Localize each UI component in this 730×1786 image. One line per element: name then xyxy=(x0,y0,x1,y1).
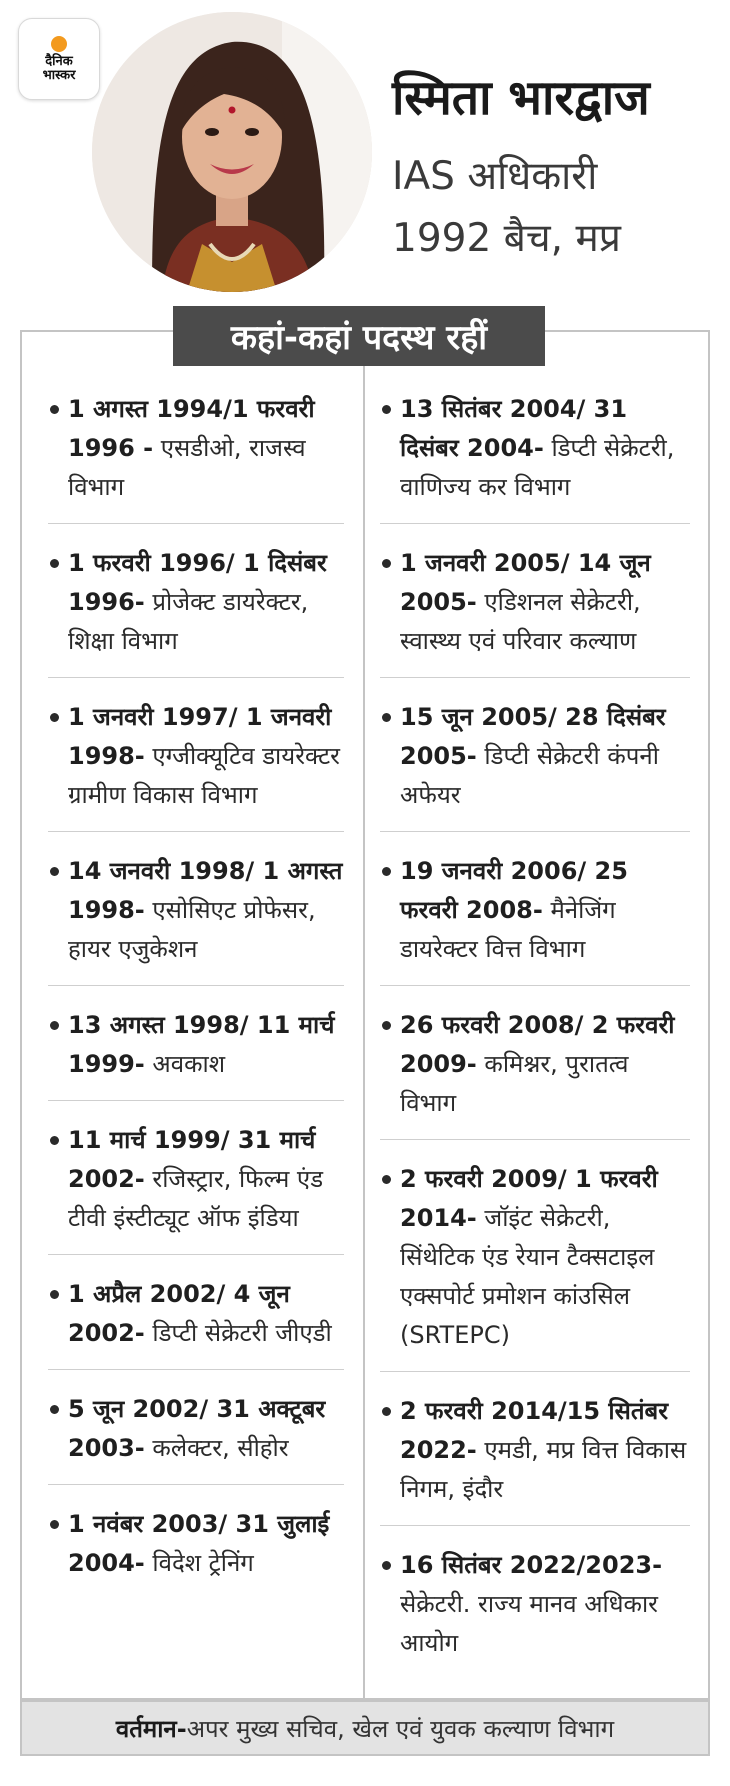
posting-role: एग्जीक्यूटिव डायरेक्टर ग्रामीण विकास विभाग xyxy=(68,742,340,809)
posting-entry xyxy=(48,852,344,986)
current-text: अपर मुख्य सचिव, खेल एवं युवक कल्याण विभाग xyxy=(186,1714,615,1743)
posting-role: विदेश ट्रेनिंग xyxy=(144,1549,254,1577)
posting-role: सेक्रेटरी. राज्य मानव अधिकार आयोग xyxy=(400,1590,658,1657)
posting-dates: 15 जून 2005/ 28 दिसंबर 2005- xyxy=(400,703,666,770)
profile-photo xyxy=(92,12,372,292)
posting-role: डिप्टी सेक्रेटरी जीएडी xyxy=(144,1319,332,1347)
portrait-illustration xyxy=(92,12,372,292)
posting-entry xyxy=(48,1121,344,1255)
posting-role: एमडी, मप्र वित्त विकास निगम, इंदौर xyxy=(400,1436,687,1503)
posting-entry xyxy=(380,852,690,986)
posting-role: रजिस्ट्रार, फिल्म एंड टीवी इंस्टीट्यूट ऑफ इंडिया xyxy=(68,1165,324,1232)
posting-entry xyxy=(380,1160,690,1372)
posting-entry xyxy=(380,1006,690,1140)
current-label: वर्तमान- xyxy=(115,1714,187,1743)
profile-designation: IAS अधिकारी xyxy=(392,154,598,199)
posting-entry xyxy=(380,544,690,678)
posting-entry xyxy=(380,1392,690,1526)
posting-role: डिप्टी सेक्रेटरी, वाणिज्य कर विभाग xyxy=(400,434,675,501)
posting-role: डिप्टी सेक्रेटरी कंपनी अफेयर xyxy=(400,742,659,809)
posting-entry xyxy=(48,1505,344,1599)
posting-dates: 1 नवंबर 2003/ 31 जुलाई 2004- xyxy=(68,1510,330,1577)
logo-line-2: भास्कर xyxy=(42,67,76,83)
posting-entry xyxy=(48,390,344,524)
posting-entry xyxy=(380,390,690,524)
posting-dates: 1 जनवरी 1997/ 1 जनवरी 1998- xyxy=(68,703,332,770)
posting-dates: 5 जून 2002/ 31 अक्टूबर 2003- xyxy=(68,1395,326,1462)
column-divider xyxy=(363,360,365,1700)
profile-batch: 1992 बैच, मप्र xyxy=(392,216,621,261)
posting-dates: 2 फरवरी 2014/15 सितंबर 2022- xyxy=(400,1397,669,1464)
logo-sun-icon xyxy=(51,36,67,52)
postings-left-column xyxy=(48,390,344,1619)
posting-dates: 13 सितंबर 2004/ 31 दिसंबर 2004- xyxy=(400,395,628,462)
posting-role: एसडीओ, राजस्व विभाग xyxy=(68,434,306,501)
posting-entry xyxy=(48,544,344,678)
posting-role: मैनेजिंग डायरेक्टर वित्त विभाग xyxy=(400,896,616,963)
posting-role: कलेक्टर, सीहोर xyxy=(144,1434,289,1462)
posting-dates: 1 अप्रैल 2002/ 4 जून 2002- xyxy=(68,1280,290,1347)
posting-entry xyxy=(48,1006,344,1101)
posting-role: कमिश्नर, पुरातत्व विभाग xyxy=(400,1050,629,1117)
current-posting-bar xyxy=(20,1700,710,1756)
posting-dates: 1 जनवरी 2005/ 14 जून 2005- xyxy=(400,549,651,616)
posting-dates: 19 जनवरी 2006/ 25 फरवरी 2008- xyxy=(400,857,628,924)
posting-dates: 26 फरवरी 2008/ 2 फरवरी 2009- xyxy=(400,1011,675,1078)
posting-dates: 1 अगस्त 1994/1 फरवरी 1996 - xyxy=(68,395,315,462)
posting-entry xyxy=(380,698,690,832)
posting-dates: 14 जनवरी 1998/ 1 अगस्त 1998- xyxy=(68,857,343,924)
posting-role: प्रोजेक्ट डायरेक्टर, शिक्षा विभाग xyxy=(68,588,309,655)
posting-entry xyxy=(48,1275,344,1370)
posting-entry xyxy=(48,698,344,832)
logo-line-1: दैनिक xyxy=(45,53,73,69)
profile-name: स्मिता भारद्वाज xyxy=(392,70,650,126)
posting-dates: 2 फरवरी 2009/ 1 फरवरी 2014- xyxy=(400,1165,658,1232)
posting-entry xyxy=(48,1390,344,1485)
posting-dates: 1 फरवरी 1996/ 1 दिसंबर 1996- xyxy=(68,549,327,616)
posting-role: एडिशनल सेक्रेटरी, स्वास्थ्य एवं परिवार कल्याण xyxy=(400,588,641,655)
posting-dates: 16 सितंबर 2022/2023- xyxy=(400,1551,663,1579)
posting-role: एसोसिएट प्रोफेसर, हायर एजुकेशन xyxy=(68,896,316,963)
dainik-bhaskar-logo xyxy=(18,18,100,100)
posting-role: अवकाश xyxy=(144,1050,226,1078)
section-title: कहां-कहां पदस्थ रहीं xyxy=(173,306,545,366)
posting-dates: 11 मार्च 1999/ 31 मार्च 2002- xyxy=(68,1126,316,1193)
posting-dates: 13 अगस्त 1998/ 11 मार्च 1999- xyxy=(68,1011,335,1078)
postings-right-column xyxy=(380,390,690,1699)
posting-role: जॉइंट सेक्रेटरी, सिंथेटिक एंड रेयान टैक्सटाइल एक्सपोर्ट प्रमोशन कांउसिल (SRTEPC) xyxy=(400,1204,655,1349)
posting-entry xyxy=(380,1546,690,1679)
